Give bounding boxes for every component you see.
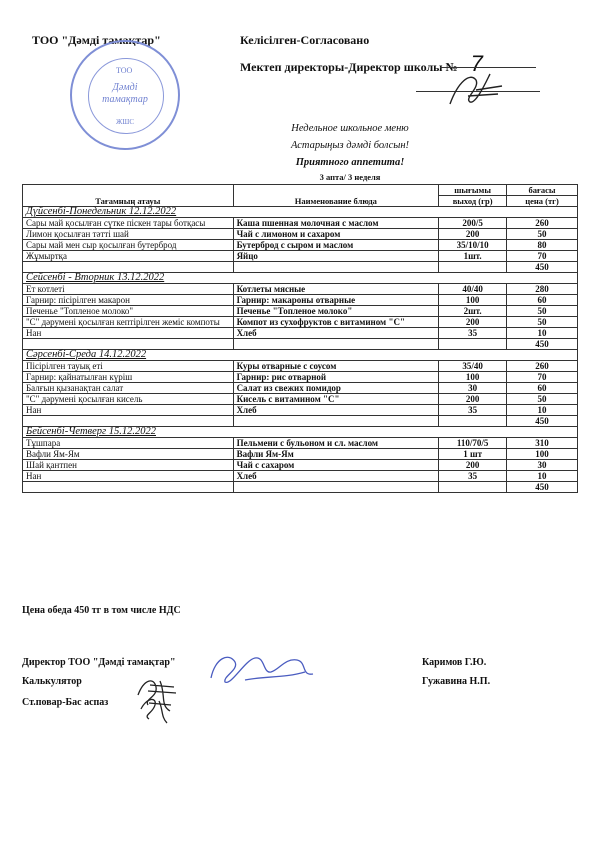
- item-yield: 200: [439, 460, 507, 471]
- item-yield: 200: [439, 317, 507, 328]
- item-name-ru: Пельмени с бульоном и сл. маслом: [233, 438, 439, 449]
- director-name: Каримов Г.Ю.: [422, 657, 487, 668]
- col-header-price-kz: бағасы: [507, 185, 578, 196]
- total-empty-kz: [23, 339, 234, 350]
- menu-item-row: [23, 383, 578, 394]
- menu-item-row: [23, 394, 578, 405]
- item-name-kz: Шай қантпен: [23, 460, 234, 471]
- item-price: 50: [507, 317, 578, 328]
- menu-item-row: [23, 460, 578, 471]
- item-name-kz: Вафли Ям-Ям: [23, 449, 234, 460]
- item-name-ru: Кисель с витамином "С": [233, 394, 439, 405]
- item-price: 80: [507, 240, 578, 251]
- item-name-kz: Нан: [23, 405, 234, 416]
- item-yield: 200: [439, 229, 507, 240]
- total-empty-ru: [233, 416, 439, 427]
- director-tg-signature: [205, 650, 325, 690]
- item-price: 260: [507, 361, 578, 372]
- item-name-kz: Гарнир: пісірілген макарон: [23, 295, 234, 306]
- total-empty-yield: [439, 416, 507, 427]
- menu-item-row: [23, 218, 578, 229]
- item-name-kz: "С" дәрумені қосылған кисель: [23, 394, 234, 405]
- total-empty-ru: [233, 482, 439, 493]
- item-name-ru: Бутерброд с сыром и маслом: [233, 240, 439, 251]
- item-name-ru: Котлеты мясные: [233, 284, 439, 295]
- total-empty-ru: [233, 262, 439, 273]
- item-name-kz: Жұмыртқа: [23, 251, 234, 262]
- school-director-line: Мектеп директоры-Директор школы №: [240, 60, 458, 74]
- calculator-label: Калькулятор: [22, 676, 82, 687]
- price-note: Цена обеда 450 тг в том числе НДС: [22, 605, 181, 616]
- cook-signature: [135, 695, 185, 725]
- item-name-ru: Компот из сухофруктов с витамином "С": [233, 317, 439, 328]
- item-name-ru: Яйцо: [233, 251, 439, 262]
- menu-item-row: [23, 317, 578, 328]
- item-name-kz: "С" дәрумені қосылған кептірілген жеміс компоты: [23, 317, 234, 328]
- total-empty-yield: [439, 482, 507, 493]
- menu-item-row: [23, 405, 578, 416]
- menu-item-row: [23, 361, 578, 372]
- item-name-kz: Печенье "Топленое молоко": [23, 306, 234, 317]
- item-name-ru: Гарнир: рис отварной: [233, 372, 439, 383]
- menu-item-row: [23, 284, 578, 295]
- menu-item-row: [23, 438, 578, 449]
- item-price: 100: [507, 449, 578, 460]
- item-name-kz: Сары май қосылған сүтке піскен тары ботқасы: [23, 218, 234, 229]
- item-price: 30: [507, 460, 578, 471]
- item-yield: 2шт.: [439, 306, 507, 317]
- item-yield: 200: [439, 394, 507, 405]
- stamp-name-line2: тамақтар: [102, 94, 148, 105]
- greeting-kz: Астарыңыз дәмді болсын!: [290, 140, 410, 151]
- week-label: 3 апта/ 3 неделя: [319, 172, 381, 182]
- menu-item-row: [23, 240, 578, 251]
- day-total: 450: [507, 416, 578, 427]
- item-name-ru: Хлеб: [233, 471, 439, 482]
- item-price: 50: [507, 306, 578, 317]
- day-total-row: [23, 482, 578, 493]
- menu-item-row: [23, 251, 578, 262]
- item-yield: 35/10/10: [439, 240, 507, 251]
- item-name-kz: Тұшпара: [23, 438, 234, 449]
- menu-table: [22, 184, 578, 493]
- item-name-kz: Балғын қызанақтан салат: [23, 383, 234, 394]
- item-name-ru: Хлеб: [233, 405, 439, 416]
- menu-body: [23, 207, 578, 493]
- item-name-ru: Чай с лимоном и сахаром: [233, 229, 439, 240]
- item-name-ru: Куры отварные с соусом: [233, 361, 439, 372]
- item-yield: 110/70/5: [439, 438, 507, 449]
- item-yield: 35: [439, 405, 507, 416]
- menu-item-row: [23, 306, 578, 317]
- total-empty-kz: [23, 416, 234, 427]
- greeting-ru: Приятного аппетита!: [295, 157, 405, 168]
- item-name-ru: Чай с сахаром: [233, 460, 439, 471]
- total-empty-yield: [439, 262, 507, 273]
- day-header-row: [23, 273, 578, 284]
- item-yield: 30: [439, 383, 507, 394]
- menu-title: Недельное школьное меню: [291, 123, 409, 134]
- item-name-ru: Гарнир: макароны отварные: [233, 295, 439, 306]
- item-name-ru: Каша пшенная молочная с маслом: [233, 218, 439, 229]
- col-header-ru: Наименование блюда: [233, 185, 439, 207]
- item-price: 60: [507, 295, 578, 306]
- day-total: 450: [507, 339, 578, 350]
- cook-label: Ст.повар-Бас аспаз: [22, 697, 109, 708]
- menu-item-row: [23, 449, 578, 460]
- company-name: ТОО "Дәмді тамақтар": [32, 33, 161, 47]
- day-title: Дүйсенбі-Понедельник 12.12.2022: [23, 207, 578, 218]
- item-name-ru: Вафли Ям-Ям: [233, 449, 439, 460]
- menu-item-row: [23, 295, 578, 306]
- total-empty-kz: [23, 482, 234, 493]
- agreed-label: Келісілген-Согласовано: [240, 33, 370, 47]
- item-yield: 35/40: [439, 361, 507, 372]
- total-empty-yield: [439, 339, 507, 350]
- item-yield: 200/5: [439, 218, 507, 229]
- menu-item-row: [23, 471, 578, 482]
- school-number: 7: [470, 51, 483, 76]
- item-price: 70: [507, 372, 578, 383]
- item-price: 10: [507, 328, 578, 339]
- item-name-kz: Ет котлеті: [23, 284, 234, 295]
- item-name-kz: Лимон қосылған тәтті шай: [23, 229, 234, 240]
- item-name-ru: Печенье "Топленое молоко": [233, 306, 439, 317]
- col-header-yield-ru: выход (гр): [439, 196, 507, 207]
- day-total-row: [23, 339, 578, 350]
- total-empty-ru: [233, 339, 439, 350]
- company-stamp: [70, 40, 180, 150]
- day-total-row: [23, 416, 578, 427]
- menu-item-row: [23, 229, 578, 240]
- col-header-price-ru: цена (тг): [507, 196, 578, 207]
- item-price: 260: [507, 218, 578, 229]
- item-price: 280: [507, 284, 578, 295]
- menu-item-row: [23, 372, 578, 383]
- item-yield: 1 шт: [439, 449, 507, 460]
- stamp-bottom-text: ЖШС: [116, 118, 135, 126]
- item-name-kz: Гарнир: қайнатылған күріш: [23, 372, 234, 383]
- day-total: 450: [507, 262, 578, 273]
- stamp-name: [89, 82, 161, 106]
- total-empty-kz: [23, 262, 234, 273]
- item-name-kz: Сары май мен сыр қосылған бутерброд: [23, 240, 234, 251]
- item-yield: 100: [439, 372, 507, 383]
- item-yield: 35: [439, 328, 507, 339]
- day-title: Бейсенбі-Четверг 15.12.2022: [23, 427, 578, 438]
- day-header-row: [23, 427, 578, 438]
- item-name-kz: Нан: [23, 471, 234, 482]
- day-header-row: [23, 207, 578, 218]
- item-yield: 40/40: [439, 284, 507, 295]
- stamp-name-line1: Дәмді: [112, 82, 138, 93]
- col-header-yield-kz: шығымы: [439, 185, 507, 196]
- stamp-top-text: ТОО: [116, 66, 133, 75]
- item-name-ru: Хлеб: [233, 328, 439, 339]
- item-price: 50: [507, 229, 578, 240]
- director-signature: [440, 60, 520, 110]
- item-yield: 100: [439, 295, 507, 306]
- day-total: 450: [507, 482, 578, 493]
- item-price: 310: [507, 438, 578, 449]
- item-name-kz: Нан: [23, 328, 234, 339]
- day-header-row: [23, 350, 578, 361]
- director-label: Директор ТОО "Дәмді тамақтар": [22, 657, 176, 668]
- calculator-name: Гужавина Н.П.: [422, 676, 491, 687]
- item-yield: 35: [439, 471, 507, 482]
- col-header-kz: Тағамның атауы: [23, 185, 234, 207]
- day-title: Сейсенбі - Вторник 13.12.2022: [23, 273, 578, 284]
- day-title: Сәрсенбі-Среда 14.12.2022: [23, 350, 578, 361]
- item-price: 10: [507, 405, 578, 416]
- item-name-ru: Салат из свежих помидор: [233, 383, 439, 394]
- menu-item-row: [23, 328, 578, 339]
- item-price: 50: [507, 394, 578, 405]
- item-yield: 1шт.: [439, 251, 507, 262]
- item-price: 70: [507, 251, 578, 262]
- day-total-row: [23, 262, 578, 273]
- item-price: 10: [507, 471, 578, 482]
- item-price: 60: [507, 383, 578, 394]
- item-name-kz: Пісірілген тауық еті: [23, 361, 234, 372]
